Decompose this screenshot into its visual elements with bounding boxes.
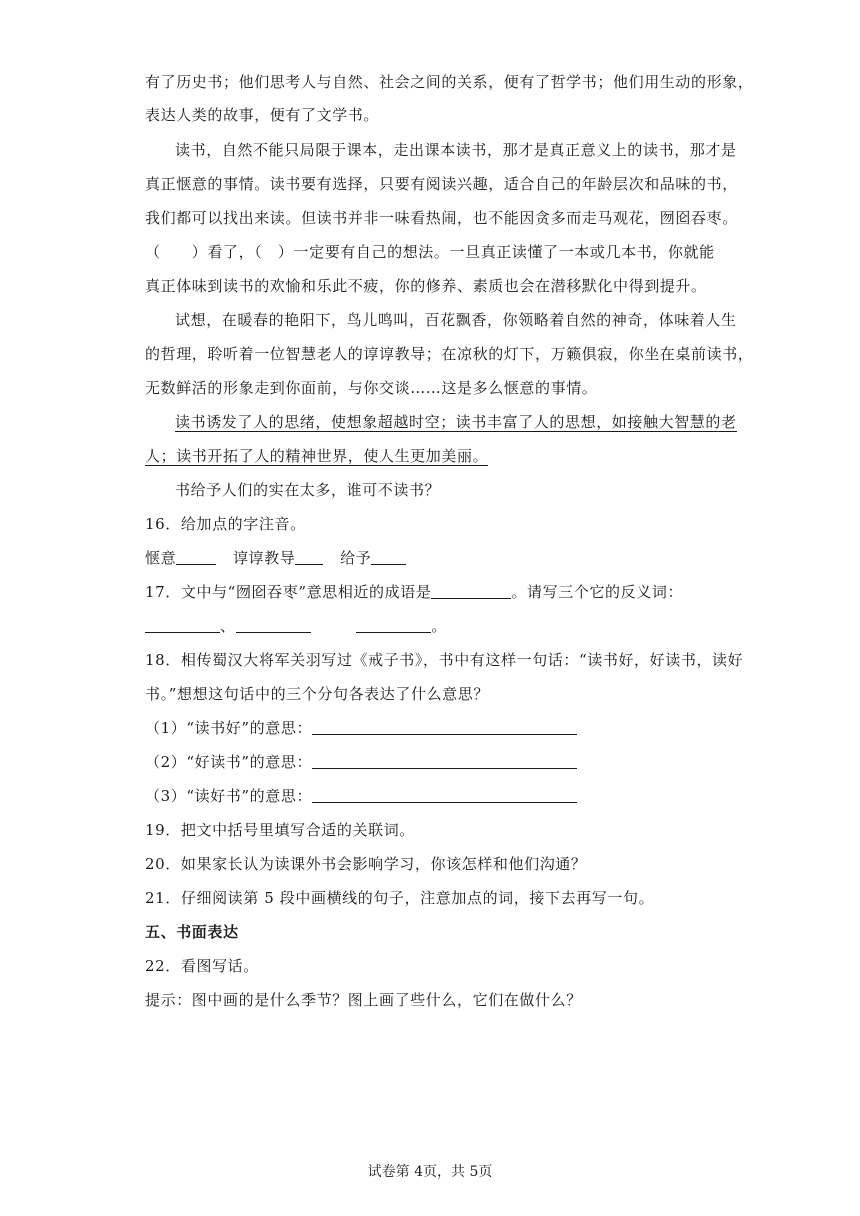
separator: 、: [220, 617, 236, 635]
sub-question-label: （3）“读好书”的意思：: [145, 787, 313, 805]
passage-line: 有了历史书；他们思考人与自然、社会之间的关系，便有了哲学书；他们用生动的形象，: [145, 73, 754, 91]
passage-line: 读书，自然不能只局限于课本，走出课本读书，那才是真正意义上的读书，那才是: [175, 141, 737, 159]
word-label: 谆谆教导: [232, 549, 296, 567]
word-label: 惬意: [145, 549, 177, 567]
question-text: 。请写三个它的反义词：: [511, 583, 684, 601]
answer-blank[interactable]: [371, 548, 406, 565]
question-16: 16．给加点的字注音。: [145, 515, 306, 533]
passage-line: 试想，在暖春的艳阳下，鸟儿鸣叫，百花飘香，你领略着自然的神奇，体味着人生: [175, 311, 737, 329]
answer-blank[interactable]: [312, 718, 577, 735]
passage-line: 的哲理，聆听着一位智慧老人的谆谆教导；在凉秋的灯下，万籁俱寂，你坐在桌前读书，: [145, 345, 754, 363]
question-17-blanks: [145, 615, 447, 637]
underlined-text: 人；读书开拓了人的精神世界，使人生更加美丽。: [145, 447, 489, 465]
passage-line: 书给予人们的实在太多，谁可不读书？: [175, 481, 441, 499]
page-footer: 试卷第 4页，共 5页: [367, 1164, 493, 1180]
sub-question-label: （2）“好读书”的意思：: [145, 753, 313, 771]
question-18-sub-1: [145, 717, 577, 739]
answer-blank[interactable]: [312, 752, 577, 769]
question-text: 17．文中与“囫囵吞枣”意思相近的成语是: [145, 583, 432, 601]
word-label: 给予: [340, 549, 372, 567]
question-18-sub-2: [145, 751, 577, 773]
question-22: 22．看图写话。: [145, 957, 259, 975]
passage-line: （ ）看了，（ ）一定要有自己的想法。一旦真正读懂了一本或几本书，你就能: [145, 243, 715, 261]
question-18: 书。”想想这句话中的三个分句各表达了什么意思？: [145, 685, 489, 703]
passage-line: 无数鲜活的形象走到你面前，与你交谈……这是多么惬意的事情。: [145, 379, 598, 397]
underlined-sentence: [145, 445, 488, 467]
answer-blank[interactable]: [356, 616, 431, 633]
question-18: 18．相传蜀汉大将军关羽写过《戒子书》，书中有这样一句话：“读书好，好读书，读好: [145, 651, 744, 669]
answer-blank[interactable]: [295, 548, 323, 565]
passage-line: 我们都可以找出来读。但读书并非一味看热闹，也不能因贪多而走马观花，囫囵吞枣。: [145, 209, 738, 227]
sub-question-label: （1）“读书好”的意思：: [145, 719, 313, 737]
question-21: 21．仔细阅读第 5 段中画横线的句子，注意加点的词，接下去再写一句。: [145, 889, 655, 907]
question-20: 20．如果家长认为读课外书会影响学习，你该怎样和他们沟通？: [145, 855, 587, 873]
question-19: 19．把文中括号里填写合适的关联词。: [145, 821, 415, 839]
answer-blank[interactable]: [312, 786, 577, 803]
passage-line: 表达人类的故事，便有了文学书。: [145, 106, 380, 124]
question-22-hint: 提示：图中画的是什么季节？图上画了些什么，它们在做什么？: [145, 991, 582, 1009]
question-17: [145, 581, 683, 603]
underlined-text: 读书诱发了人的思绪，使想象超越时空；读书丰富了人的思想，如接触大智慧的老: [175, 413, 737, 431]
answer-blank[interactable]: [236, 616, 311, 633]
answer-blank[interactable]: [145, 616, 220, 633]
passage-line: 真正惬意的事情。读书要有选择，只要有阅读兴趣，适合自己的年龄层次和品味的书，: [145, 175, 738, 193]
separator: 。: [431, 617, 447, 635]
section-heading: 五、书面表达: [145, 923, 239, 941]
passage-line: 真正体味到读书的欢愉和乐此不疲，你的修养、素质也会在潜移默化中得到提升。: [145, 277, 707, 295]
answer-blank[interactable]: [176, 548, 216, 565]
question-18-sub-3: [145, 785, 577, 807]
underlined-sentence: [175, 411, 737, 433]
answer-blank[interactable]: [431, 582, 511, 599]
question-16-blanks: [145, 547, 406, 569]
